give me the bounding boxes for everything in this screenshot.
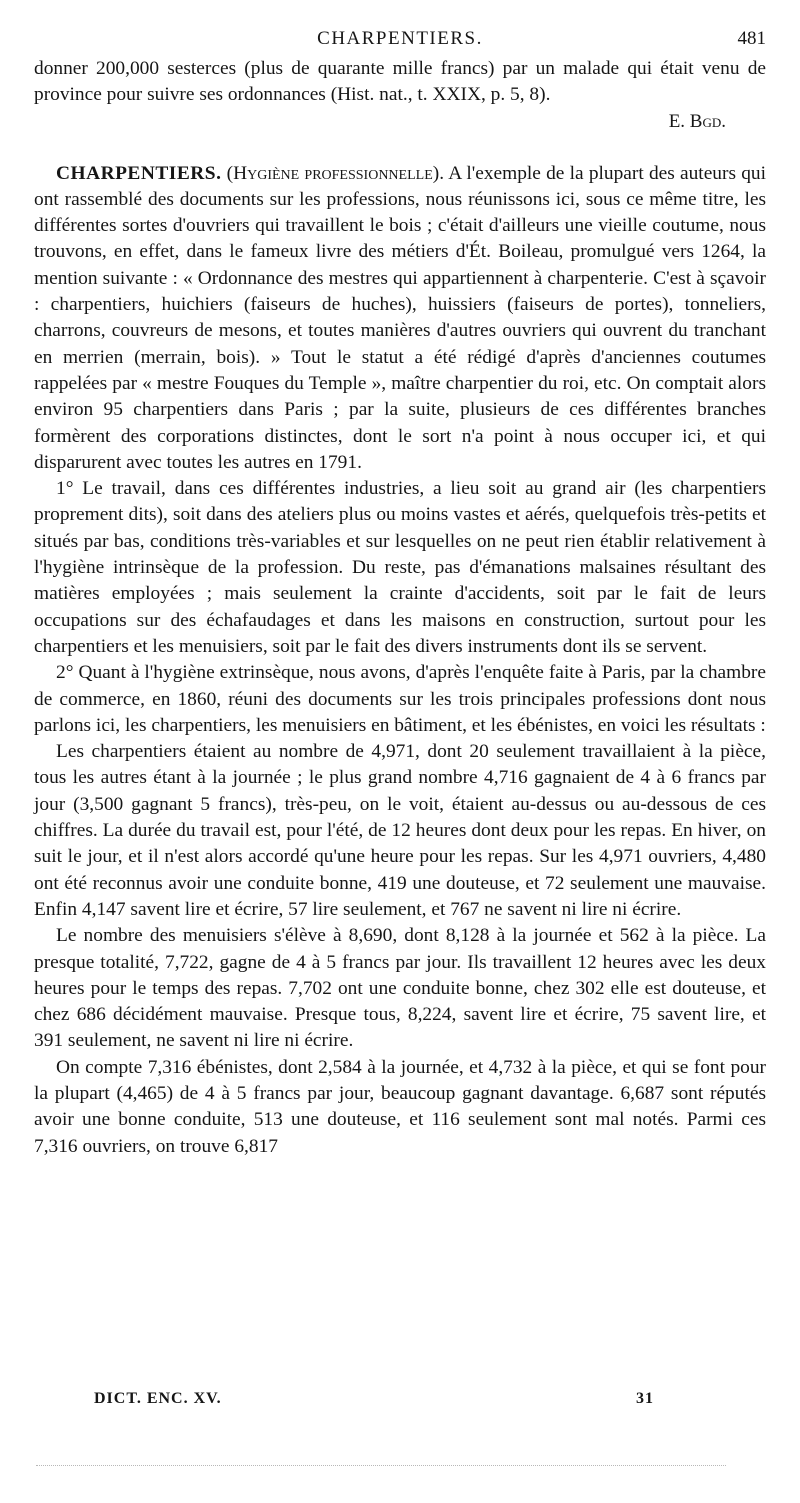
page [34,28,766,1160]
page-number: 481 [737,28,766,49]
previous-article-end: donner 200,000 sesterces (plus de quarante mille francs) par un malade qui était venu de province pour suivre ses ordonnances (Hist. nat., t. XXIX, p. 5, 8). [34,58,766,106]
article-paragraph-intro [34,161,766,477]
article-paragraph: Les charpentiers étaient au nombre de 4,971, dont 20 seulement travaillaient à la pièce, tous les autres étant à la journée ; le plus grand nombre 4,716 gagnaient de 4 à 6 francs par jour (3,500 gagnant 5 francs), très-peu, on le voit, étaient au-dessus ou au-dessous de ces chiffres. La durée du travail est, pour l'été, de 12 heures dont deux pour les repas. En hiver, on suit le jour, et il n'est alors accordé qu'une heure pour les repas. Sur les 4,971 ouvriers, 4,480 ont été reconnus avoir une conduite bonne, 419 une douteuse, et 72 seulement une mauvaise. Enfin 4,147 savent lire et écrire, 57 lire seulement, et 767 ne savent ni lire ni écrire. [34,741,766,920]
page-footer [94,1390,654,1408]
article-paragraph: On compte 7,316 ébénistes, dont 2,584 à la journée, et 4,732 à la pièce, et qui se font pour la plupart (4,465) de 4 à 5 francs par jour, beaucoup gagnant davantage. 6,687 sont réputés avoir une bonne conduite, 513 une douteuse, et 116 seulement sont mal notés. Parmi ces 7,316 ouvriers, on trouve 6,817 [34,1056,766,1157]
bottom-rule [36,1465,726,1466]
running-head-title: CHARPENTIERS. [317,28,483,49]
article-subject: (Hygiène professionnelle). [226,162,445,184]
article-paragraph: 1° Le travail, dans ces différentes industries, a lieu soit au grand air (les charpentiers proprement dits), soit dans des ateliers plus ou moins vastes et aérés, quelquefois très-petits et situés par bas, conditions très-variables et sur lesquelles on ne peut rien établir relativement à l'hygiène intrinsèque de la profession. Du reste, pas d'émanations malsaines résultant des matières employées ; mais seulement la crainte d'accidents, soit par le fait de leurs occupations sur des échafaudages et dans les maisons en construction, surtout pour les charpentiers et les menuisiers, soit par le fait des divers instruments dont ils se servent. [34,478,766,657]
author-signature: E. Bgd. [668,110,726,132]
article-paragraph-text: A l'exemple de la plupart des auteurs qui ont rassemblé des documents sur les professions, nous réunissons ici, sous ce même titre, les différentes sortes d'ouvriers qui travaillent le bois ; c'était d'ailleurs une vieille coutume, nous trouvons, en effet, dans le fameux livre des métiers d'Ét. Boileau, promulgué vers 1264, la mention suivante : « Ordonnance des mestres qui appartiennent à charpenterie. C'est à sçavoir : charpentiers, huichiers (faiseurs de huches), huissiers (faiseurs de portes), tonneliers, charrons, couvreurs de mesons, et toutes manières d'autres ouvriers qui ouvrent du tranchant en merrien (merrain, bois). » Tout le statut a été rédigé d'après d'anciennes coutumes rappelées par « mestre Fouques du Temple », maître charpentier du roi, etc. On comptait alors environ 95 charpentiers dans Paris ; par la suite, plusieurs de ces différentes branches formèrent des corporations distinctes, dont le sort n'a point à nous occuper ici, et qui disparurent avec toutes les autres en 1791. [34,162,766,473]
article-paragraph: Le nombre des menuisiers s'élève à 8,690, dont 8,128 à la journée et 562 à la pièce. La presque totalité, 7,722, gagne de 4 à 5 francs par jour. Ils travaillent 12 heures avec les deux heures pour le temps des repas. 7,702 ont une conduite bonne, chez 302 elle est douteuse, et chez 686 décidément mauvaise. Presque tous, 8,224, savent lire et écrire, 75 savent lire, et 391 seulement, ne savent ni lire ni écrire. [34,925,766,1052]
sheet-number: 31 [636,1390,654,1407]
running-head [34,28,766,56]
article-paragraph: 2° Quant à l'hygiène extrinsèque, nous avons, d'après l'enquête faite à Paris, par la chambre de commerce, en 1860, réuni des documents sur les trois principales professions dont nous parlons ici, les charpentiers, les menuisiers en bâtiment, et les ébénistes, en voici les résultats : [34,662,766,736]
signature-mark: DICT. ENC. XV. [94,1390,222,1407]
article-headword: CHARPENTIERS. [56,162,222,184]
